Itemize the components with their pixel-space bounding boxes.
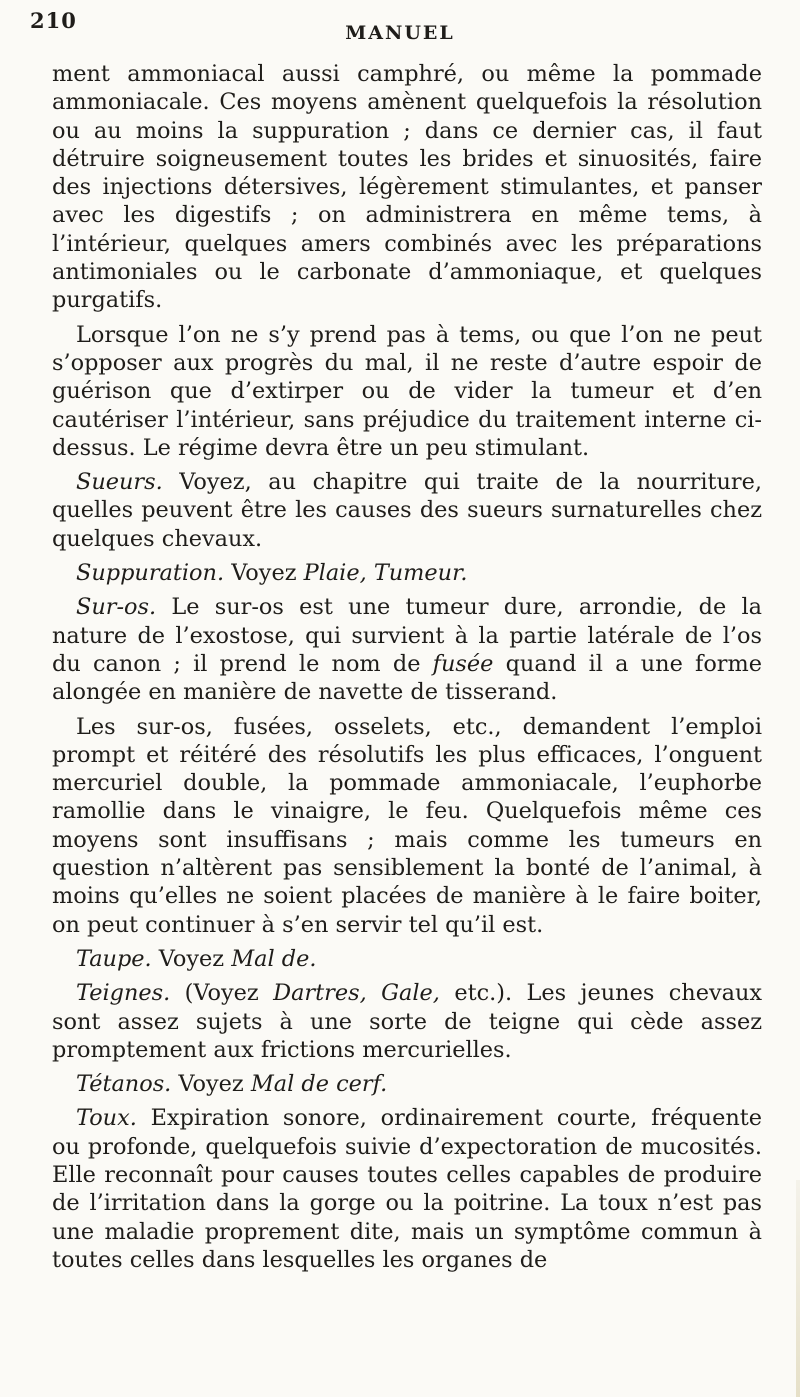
entry-text: Expiration sonore, ordinairement courte, fréquente ou profonde, quelquefois suivie d’expectoration de mucosités. Elle reconnaît pour causes toutes celles capables de produire de l’irritation dans la gorge ou la poitrine. La toux n’est pas une maladie proprement dite, mais un symptôme commun à toutes celles dans lesquelles les organes de [52,1105,762,1273]
entry-tetanos [52,1070,762,1098]
entry-text: Voyez [171,1071,251,1098]
italic-term: fusée [432,650,494,677]
paragraph-text: ment ammoniacal aussi camphré, ou même la pommade ammoniacale. Ces moyens amènent quelquefois la résolution ou au moins la suppuration ; dans ce dernier cas, il faut détruire soigneusement toutes les brides et sinuosités, faire des injections détersives, légèrement stimulantes, et panser avec les digestifs ; on administrera en même tems, à l’intérieur, quelques amers combinés avec les préparations antimoniales ou le carbonate d’ammoniaque, et quelques purgatifs. [52,61,762,314]
paragraph-sur-os-treatment [52,713,762,939]
entry-taupe [52,945,762,973]
entry-text-continued: quand il a une forme alongée en manière de navette de tisserand. [52,650,762,706]
entry-text: Le sur-os est une tumeur dure, arrondie, de la nature de l’exostose, qui survient à la partie latérale de l’os du canon ; il prend le nom de [52,594,762,677]
page-edge-shadow [796,1180,800,1397]
entry-term: Suppuration. [76,560,225,587]
entry-text: Voyez [151,945,232,972]
entry-term: Toux. [76,1105,137,1132]
paragraph-extirpation [52,321,762,462]
entry-text-continued: etc.). Les jeunes chevaux sont assez sujets à une sorte de teigne qui cède assez promptement aux frictions mercurielles. [52,980,763,1063]
entry-text: Voyez [224,560,304,587]
entry-toux [52,1104,762,1274]
entry-teignes [52,979,762,1064]
entry-suppuration [52,559,762,587]
paragraph-text: Lorsque l’on ne s’y prend pas à tems, ou que l’on ne peut s’opposer aux progrès du mal, il ne reste d’autre espoir de guérison que d’extirper ou de vider la tumeur et d’en cautériser l’intérieur, sans préjudice du traitement interne ci-dessus. Le régime devra être un peu stimulant. [52,321,762,461]
entry-term: Tétanos. [76,1071,172,1098]
entry-term: Sueurs. [76,469,163,496]
paragraph-ammoniacal-treatment [52,60,762,315]
entry-term: Sur-os. [76,594,157,621]
entry-sur-os [52,593,762,706]
cross-reference: Dartres, Gale, [273,980,440,1007]
main-text [52,60,762,1280]
cross-reference: Mal de. [231,945,317,972]
entry-text: Voyez, au chapitre qui traite de la nourriture, quelles peuvent être les causes des sueurs surnaturelles chez quelques chevaux. [52,469,762,552]
paragraph-text: Les sur-os, fusées, osselets, etc., demandent l’emploi prompt et réitéré des résolutifs les plus efficaces, l’onguent mercuriel double, la pommade ammoniacale, l’euphorbe ramollie dans le vinaigre, le feu. Quelquefois même ces moyens sont insuffisans ; mais comme les tumeurs en question n’altèrent pas sensiblement la bonté de l’animal, à moins qu’elles ne soient placées de manière à le faire boiter, on peut continuer à s’en servir tel qu’il est. [52,713,762,938]
entry-text: (Voyez [170,980,274,1007]
entry-term: Teignes. [76,980,171,1007]
entry-sueurs [52,468,762,553]
cross-reference: Plaie, Tumeur. [303,560,468,587]
entry-term: Taupe. [76,945,152,972]
cross-reference: Mal de cerf. [250,1071,388,1098]
running-title: MANUEL [345,22,455,44]
page-number: 210 [30,8,77,33]
